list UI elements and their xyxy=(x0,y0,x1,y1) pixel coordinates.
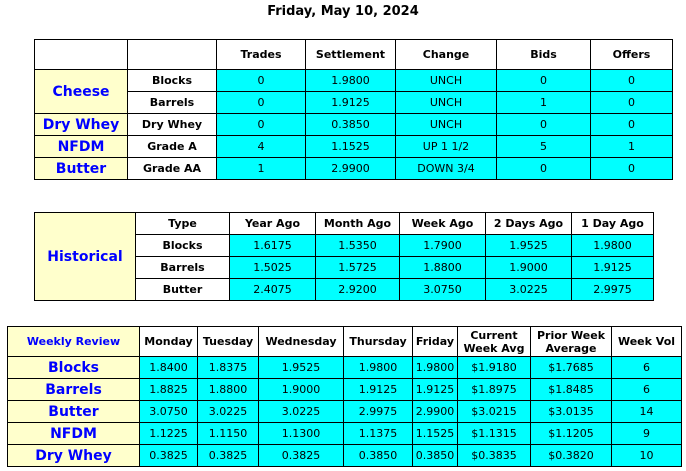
weekly-review-table xyxy=(7,326,682,467)
product-label: Grade AA xyxy=(128,158,217,180)
header-1-day-ago: 1 Day Ago xyxy=(572,213,654,235)
header-bids: Bids xyxy=(497,40,591,70)
offers-cell: 1 xyxy=(591,136,673,158)
table-row xyxy=(35,136,673,158)
table-row xyxy=(8,423,682,445)
value-cell: 1.9000 xyxy=(486,257,572,279)
value-cell: 10 xyxy=(612,445,682,467)
value-cell: 1.9800 xyxy=(344,357,413,379)
header-week-vol: Week Vol xyxy=(612,327,682,357)
trades-cell: 0 xyxy=(217,92,306,114)
value-cell: 1.1225 xyxy=(140,423,198,445)
report-date-title: Friday, May 10, 2024 xyxy=(267,4,419,19)
weekly-row-label: Barrels xyxy=(8,379,140,401)
value-cell: $1.8485 xyxy=(531,379,612,401)
value-cell: 0.3850 xyxy=(344,445,413,467)
value-cell: 1.5025 xyxy=(230,257,316,279)
value-cell: 14 xyxy=(612,401,682,423)
type-label: Blocks xyxy=(136,235,230,257)
value-cell: 2.9975 xyxy=(344,401,413,423)
value-cell: 3.0750 xyxy=(140,401,198,423)
settlement-cell: 1.9800 xyxy=(306,70,396,92)
value-cell: 0.3825 xyxy=(259,445,344,467)
weekly-row-label: Butter xyxy=(8,401,140,423)
value-cell: $1.1205 xyxy=(531,423,612,445)
product-label: Dry Whey xyxy=(128,114,217,136)
header-tuesday: Tuesday xyxy=(198,327,259,357)
value-cell: $0.3835 xyxy=(458,445,531,467)
value-cell: 1.9800 xyxy=(413,357,458,379)
value-cell: 1.9125 xyxy=(413,379,458,401)
table-row xyxy=(35,114,673,136)
change-cell: DOWN 3/4 xyxy=(396,158,497,180)
value-cell: 0.3825 xyxy=(198,445,259,467)
settlement-cell: 1.9125 xyxy=(306,92,396,114)
historical-header-row xyxy=(35,213,654,235)
category-cheese: Cheese xyxy=(35,70,128,114)
value-cell: $3.0215 xyxy=(458,401,531,423)
category-nfdm: NFDM xyxy=(35,136,128,158)
bids-cell: 0 xyxy=(497,70,591,92)
bids-cell: 0 xyxy=(497,114,591,136)
header-trades: Trades xyxy=(217,40,306,70)
value-cell: 3.0225 xyxy=(486,279,572,301)
value-cell: 2.9200 xyxy=(316,279,400,301)
settlement-cell: 2.9900 xyxy=(306,158,396,180)
value-cell: 3.0225 xyxy=(259,401,344,423)
value-cell: 1.1525 xyxy=(413,423,458,445)
product-label: Grade A xyxy=(128,136,217,158)
header-friday: Friday xyxy=(413,327,458,357)
weekly-review-label: Weekly Review xyxy=(8,327,140,357)
bids-cell: 1 xyxy=(497,92,591,114)
value-cell: 2.9900 xyxy=(413,401,458,423)
value-cell: 3.0225 xyxy=(198,401,259,423)
header-settlement: Settlement xyxy=(306,40,396,70)
trades-cell: 4 xyxy=(217,136,306,158)
product-label: Blocks xyxy=(128,70,217,92)
value-cell: $1.1315 xyxy=(458,423,531,445)
trades-cell: 1 xyxy=(217,158,306,180)
settlement-cell: 1.1525 xyxy=(306,136,396,158)
historical-label: Historical xyxy=(35,213,136,301)
table-row xyxy=(8,357,682,379)
value-cell: 2.4075 xyxy=(230,279,316,301)
table-row xyxy=(8,379,682,401)
header-monday: Monday xyxy=(140,327,198,357)
table-row xyxy=(35,70,673,92)
offers-cell: 0 xyxy=(591,158,673,180)
value-cell: 1.9000 xyxy=(259,379,344,401)
trades-cell: 0 xyxy=(217,70,306,92)
table-row xyxy=(35,92,673,114)
value-cell: 1.9125 xyxy=(344,379,413,401)
value-cell: 1.1150 xyxy=(198,423,259,445)
value-cell: 1.6175 xyxy=(230,235,316,257)
value-cell: 1.8800 xyxy=(400,257,486,279)
product-label: Barrels xyxy=(128,92,217,114)
category-dry-whey: Dry Whey xyxy=(35,114,128,136)
value-cell: 1.9125 xyxy=(572,257,654,279)
value-cell: 1.8800 xyxy=(198,379,259,401)
value-cell: 1.8375 xyxy=(198,357,259,379)
change-cell: UNCH xyxy=(396,92,497,114)
value-cell: 1.8825 xyxy=(140,379,198,401)
header-month-ago: Month Ago xyxy=(316,213,400,235)
offers-cell: 0 xyxy=(591,70,673,92)
category-butter: Butter xyxy=(35,158,128,180)
header-year-ago: Year Ago xyxy=(230,213,316,235)
header-current-week-avg: Current Week Avg xyxy=(458,327,531,357)
settlement-cell: 0.3850 xyxy=(306,114,396,136)
value-cell: 1.9525 xyxy=(259,357,344,379)
type-label: Butter xyxy=(136,279,230,301)
offers-cell: 0 xyxy=(591,114,673,136)
type-label: Barrels xyxy=(136,257,230,279)
weekly-row-label: Dry Whey xyxy=(8,445,140,467)
bids-cell: 5 xyxy=(497,136,591,158)
value-cell: $1.9180 xyxy=(458,357,531,379)
value-cell: 3.0750 xyxy=(400,279,486,301)
historical-table xyxy=(34,212,654,301)
value-cell: 1.5350 xyxy=(316,235,400,257)
change-cell: UP 1 1/2 xyxy=(396,136,497,158)
value-cell: 1.5725 xyxy=(316,257,400,279)
bids-cell: 0 xyxy=(497,158,591,180)
header-blank-1 xyxy=(35,40,128,70)
value-cell: 9 xyxy=(612,423,682,445)
daily-header-row xyxy=(35,40,673,70)
value-cell: $1.7685 xyxy=(531,357,612,379)
trades-cell: 0 xyxy=(217,114,306,136)
table-row xyxy=(8,445,682,467)
change-cell: UNCH xyxy=(396,114,497,136)
header-thursday: Thursday xyxy=(344,327,413,357)
value-cell: $1.8975 xyxy=(458,379,531,401)
weekly-row-label: NFDM xyxy=(8,423,140,445)
header-change: Change xyxy=(396,40,497,70)
header-blank-2 xyxy=(128,40,217,70)
header-week-ago: Week Ago xyxy=(400,213,486,235)
value-cell: 2.9975 xyxy=(572,279,654,301)
header-offers: Offers xyxy=(591,40,673,70)
value-cell: 1.9800 xyxy=(572,235,654,257)
daily-trading-table xyxy=(34,39,673,180)
value-cell: 1.9525 xyxy=(486,235,572,257)
value-cell: 1.7900 xyxy=(400,235,486,257)
header-wednesday: Wednesday xyxy=(259,327,344,357)
value-cell: 0.3825 xyxy=(140,445,198,467)
table-row xyxy=(35,158,673,180)
weekly-row-label: Blocks xyxy=(8,357,140,379)
value-cell: 1.1300 xyxy=(259,423,344,445)
offers-cell: 0 xyxy=(591,92,673,114)
value-cell: 6 xyxy=(612,357,682,379)
header-2-days-ago: 2 Days Ago xyxy=(486,213,572,235)
value-cell: $3.0135 xyxy=(531,401,612,423)
value-cell: 1.1375 xyxy=(344,423,413,445)
header-type: Type xyxy=(136,213,230,235)
value-cell: 1.8400 xyxy=(140,357,198,379)
table-row xyxy=(8,401,682,423)
weekly-header-row xyxy=(8,327,682,357)
change-cell: UNCH xyxy=(396,70,497,92)
value-cell: 0.3850 xyxy=(413,445,458,467)
value-cell: $0.3820 xyxy=(531,445,612,467)
value-cell: 6 xyxy=(612,379,682,401)
header-prior-week-average: Prior Week Average xyxy=(531,327,612,357)
